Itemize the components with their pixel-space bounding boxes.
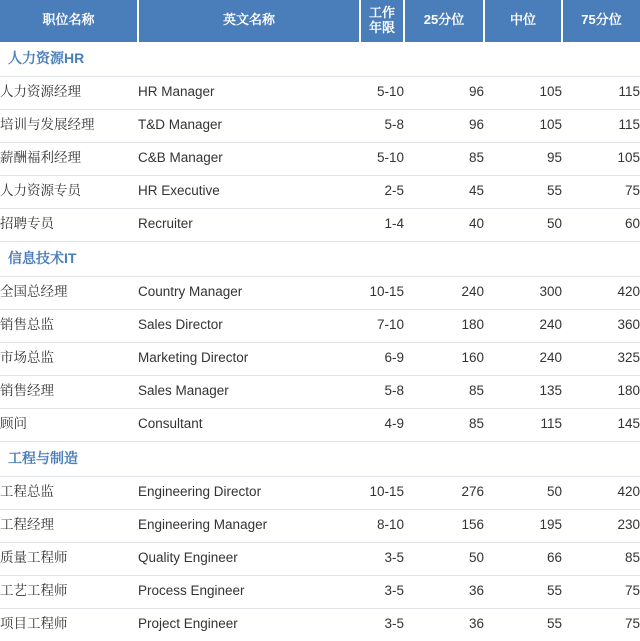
cell-p25: 85: [404, 408, 484, 441]
cell-job-title-en: HR Manager: [138, 76, 360, 109]
column-header-years-line1: 工作: [368, 5, 395, 20]
table-header: [0, 0, 640, 42]
cell-p50: 66: [484, 542, 562, 575]
column-header-job-title-en: 英文名称: [138, 0, 360, 42]
cell-years: 1-4: [360, 208, 404, 241]
cell-p75: 420: [562, 276, 640, 309]
cell-p75: 115: [562, 76, 640, 109]
cell-p25: 50: [404, 542, 484, 575]
cell-p25: 36: [468, 616, 484, 632]
cell-job-title-en: Process Engineer: [138, 575, 360, 608]
cell-p25: 156: [404, 509, 484, 542]
table-row: [0, 142, 640, 175]
cell-years: 5-10: [360, 142, 404, 175]
column-header-years: [360, 0, 404, 42]
table-row: [0, 76, 640, 109]
cell-job-title-cn: 人力资源专员: [0, 175, 138, 208]
column-header-p75: 75分位: [562, 0, 640, 42]
cell-p25: 160: [404, 342, 484, 375]
table-row: [0, 476, 640, 509]
cell-years: 8-10: [360, 509, 404, 542]
cell-p50: 95: [484, 142, 562, 175]
cell-job-title-cn: 市场总监: [0, 342, 138, 375]
cell-p50: 55: [484, 175, 562, 208]
cell-p75: 85: [562, 542, 640, 575]
cell-job-title-en: Quality Engineer: [138, 542, 360, 575]
cell-job-title-cn: 项目工程师: [0, 616, 68, 632]
cell-job-title-en: HR Executive: [138, 175, 360, 208]
cell-p50: 105: [484, 76, 562, 109]
cell-years: 5-8: [360, 375, 404, 408]
cell-job-title-en: C&B Manager: [138, 142, 360, 175]
column-header-p25: 25分位: [404, 0, 484, 42]
cell-job-title-en: Marketing Director: [138, 342, 360, 375]
table-row: [0, 608, 640, 641]
cell-p50: 195: [484, 509, 562, 542]
cell-p75: 145: [562, 408, 640, 441]
table-row: [0, 309, 640, 342]
cell-p50: 55: [546, 616, 562, 632]
table-row: [0, 575, 640, 608]
cell-job-title-cn: 销售总监: [0, 309, 138, 342]
cell-p50: 105: [484, 109, 562, 142]
cell-years: 3-5: [360, 542, 404, 575]
cell-p25: 85: [404, 142, 484, 175]
cell-p75: 325: [562, 342, 640, 375]
column-header-p50: 中位: [484, 0, 562, 42]
cell-p50: 50: [484, 476, 562, 509]
table-row: [0, 109, 640, 142]
cell-years: 7-10: [360, 309, 404, 342]
column-header-years-line2: 年限: [368, 19, 395, 35]
table-group-label: 工程与制造: [0, 441, 640, 476]
cell-years: 5-8: [360, 109, 404, 142]
cell-job-title-cn: 质量工程师: [0, 542, 138, 575]
cell-job-title-cn: 顾问: [0, 408, 138, 441]
cell-p50: 50: [484, 208, 562, 241]
cell-job-title-en: Sales Manager: [138, 375, 360, 408]
cell-job-title-cn: 招聘专员: [0, 208, 138, 241]
cell-p25: 240: [404, 276, 484, 309]
cell-job-title-en: Recruiter: [138, 208, 360, 241]
cell-job-title-cn: 全国总经理: [0, 276, 138, 309]
cell-p25: 36: [404, 575, 484, 608]
cell-job-title-en: T&D Manager: [138, 109, 360, 142]
table-row: [0, 208, 640, 241]
table-group-label: 人力资源HR: [0, 42, 640, 77]
cell-p25: 40: [404, 208, 484, 241]
cell-years: 6-9: [360, 342, 404, 375]
table-row: [0, 276, 640, 309]
cell-p50: 55: [484, 575, 562, 608]
cell-job-title-cn: 薪酬福利经理: [0, 142, 138, 175]
cell-p25: 85: [404, 375, 484, 408]
column-header-job-title-cn: 职位名称: [0, 0, 138, 42]
cell-years: 3-5: [360, 575, 404, 608]
cell-job-title-en: Sales Director: [138, 309, 360, 342]
cell-job-title-cn: 工艺工程师: [0, 575, 138, 608]
cell-job-title-en: Country Manager: [138, 276, 360, 309]
cell-p75: 115: [562, 109, 640, 142]
cell-job-title-cn: 工程经理: [0, 509, 138, 542]
cell-p25: 45: [404, 175, 484, 208]
cell-p50: 240: [484, 342, 562, 375]
table-row: [0, 509, 640, 542]
table-header-row: [0, 0, 640, 42]
cell-job-title-cn: 销售经理: [0, 375, 138, 408]
cell-years: 4-9: [360, 408, 404, 441]
cell-job-title-en: Project Engineer: [138, 616, 238, 632]
table-row: [0, 408, 640, 441]
cell-p75: 180: [562, 375, 640, 408]
cell-p50: 240: [484, 309, 562, 342]
cell-p75: 75: [624, 616, 640, 632]
table-group-row: [0, 241, 640, 276]
cell-job-title-cn: 人力资源经理: [0, 76, 138, 109]
cell-job-title-cn: 工程总监: [0, 476, 138, 509]
cell-p75: 60: [562, 208, 640, 241]
cell-job-title-en: Engineering Manager: [138, 509, 360, 542]
cell-p75: 230: [562, 509, 640, 542]
cell-p50: 300: [484, 276, 562, 309]
table-row: [0, 342, 640, 375]
cell-p75: 75: [562, 575, 640, 608]
cell-p75: 420: [562, 476, 640, 509]
cell-years: 3-5: [384, 616, 404, 632]
table-row: [0, 175, 640, 208]
table-group-label: 信息技术IT: [0, 241, 640, 276]
cell-years: 10-15: [360, 276, 404, 309]
table-body: [0, 42, 640, 641]
cell-years: 2-5: [360, 175, 404, 208]
table-group-row: [0, 42, 640, 77]
table-group-row: [0, 441, 640, 476]
cell-job-title-cn: 培训与发展经理: [0, 109, 138, 142]
cell-years: 10-15: [360, 476, 404, 509]
cell-p25: 96: [404, 109, 484, 142]
table-row: [0, 375, 640, 408]
cell-p75: 360: [562, 309, 640, 342]
cell-years: 5-10: [360, 76, 404, 109]
cell-p25: 276: [404, 476, 484, 509]
cell-job-title-en: Consultant: [138, 408, 360, 441]
cell-p50: 115: [484, 408, 562, 441]
cell-job-title-en: Engineering Director: [138, 476, 360, 509]
cell-p25: 180: [404, 309, 484, 342]
cell-p50: 135: [484, 375, 562, 408]
cell-p75: 75: [562, 175, 640, 208]
cell-p25: 96: [404, 76, 484, 109]
cell-p75: 105: [562, 142, 640, 175]
table-row: [0, 542, 640, 575]
